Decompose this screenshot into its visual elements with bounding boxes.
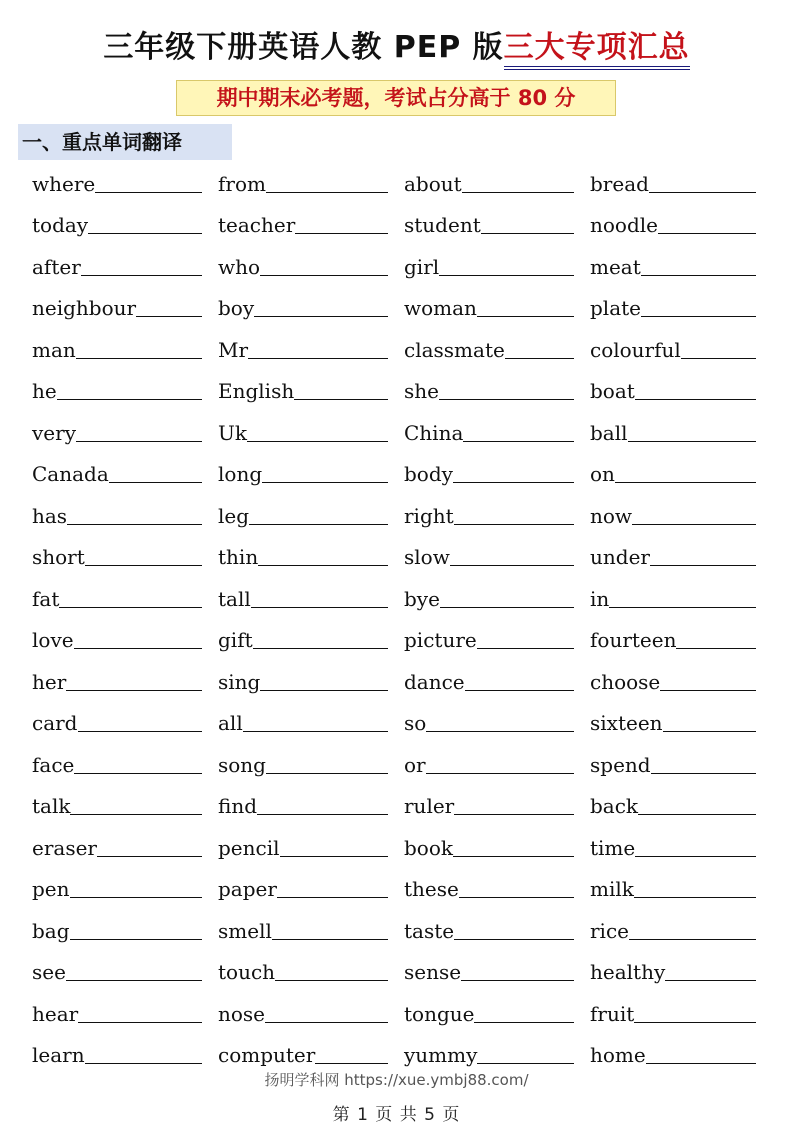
word-item [32, 826, 218, 868]
word-text: touch [218, 960, 276, 984]
word-item [404, 702, 590, 744]
answer-blank[interactable] [251, 607, 388, 608]
word-text: man [32, 337, 76, 362]
word-grid [32, 162, 772, 1075]
answer-blank[interactable] [136, 316, 202, 317]
word-item [404, 370, 590, 412]
word-item [590, 411, 772, 453]
word-text: sing [218, 669, 261, 694]
answer-blank[interactable] [629, 939, 756, 940]
word-item [590, 536, 772, 578]
answer-blank[interactable] [66, 980, 202, 981]
answer-blank[interactable] [88, 233, 202, 234]
word-text: learn [32, 1043, 85, 1067]
section-heading: 一、重点单词翻译 [18, 124, 232, 160]
word-item [218, 411, 404, 453]
word-text: who [218, 254, 261, 279]
word-text: sixteen [590, 711, 663, 735]
word-item [404, 826, 590, 868]
word-text: where [32, 171, 96, 196]
word-text: see [32, 960, 66, 984]
word-text: her [32, 669, 67, 694]
word-text: love [32, 628, 74, 652]
word-text: in [590, 586, 610, 611]
answer-blank[interactable] [76, 441, 202, 442]
word-text: eraser [32, 835, 97, 860]
word-text: meat [590, 254, 641, 279]
word-text: bag [32, 918, 70, 943]
answer-blank[interactable] [260, 690, 388, 691]
answer-blank[interactable] [650, 565, 756, 566]
word-text: tall [218, 586, 251, 611]
word-item [590, 743, 772, 785]
answer-blank[interactable] [638, 814, 756, 815]
word-item [590, 868, 772, 910]
answer-blank[interactable] [74, 648, 202, 649]
answer-blank[interactable] [253, 648, 388, 649]
word-item [32, 743, 218, 785]
answer-blank[interactable] [477, 648, 574, 649]
word-text: smell [218, 918, 272, 943]
answer-blank[interactable] [651, 773, 756, 774]
word-item [32, 494, 218, 536]
word-item [218, 204, 404, 246]
answer-blank[interactable] [454, 524, 574, 525]
answer-blank[interactable] [243, 731, 388, 732]
word-text: fat [32, 586, 60, 611]
word-item [404, 411, 590, 453]
answer-blank[interactable] [266, 773, 388, 774]
word-item [590, 826, 772, 868]
word-item [404, 909, 590, 951]
word-item [404, 162, 590, 204]
word-text: yummy [404, 1043, 478, 1067]
word-item [404, 494, 590, 536]
word-item [590, 992, 772, 1034]
word-text: time [590, 835, 636, 860]
subtitle-banner: 期中期末必考题，考试占分高于 80 分 [176, 80, 616, 116]
answer-blank[interactable] [663, 731, 756, 732]
word-item [32, 370, 218, 412]
word-item [590, 328, 772, 370]
answer-blank[interactable] [660, 690, 756, 691]
answer-blank[interactable] [426, 773, 574, 774]
word-item [218, 826, 404, 868]
answer-blank[interactable] [81, 275, 202, 276]
answer-blank[interactable] [59, 607, 202, 608]
answer-blank[interactable] [439, 275, 574, 276]
word-text: body [404, 462, 453, 486]
answer-blank[interactable] [632, 524, 756, 525]
answer-blank[interactable] [265, 1022, 388, 1023]
word-item [590, 577, 772, 619]
word-item [590, 702, 772, 744]
word-item [404, 204, 590, 246]
word-item [404, 951, 590, 993]
word-item [218, 494, 404, 536]
answer-blank[interactable] [450, 565, 574, 566]
word-item [218, 785, 404, 827]
word-text: right [404, 503, 454, 528]
word-text: gift [218, 628, 253, 652]
answer-blank[interactable] [634, 1022, 756, 1023]
word-item [590, 785, 772, 827]
word-text: so [404, 711, 427, 735]
answer-blank[interactable] [257, 814, 388, 815]
word-text: leg [218, 503, 250, 528]
answer-blank[interactable] [295, 233, 388, 234]
word-item [218, 743, 404, 785]
word-text: has [32, 503, 68, 528]
answer-blank[interactable] [635, 856, 756, 857]
word-item [404, 536, 590, 578]
answer-blank[interactable] [635, 399, 756, 400]
answer-blank[interactable] [649, 192, 756, 193]
answer-blank[interactable] [248, 358, 388, 359]
word-item [404, 328, 590, 370]
answer-blank[interactable] [277, 897, 388, 898]
word-item [590, 619, 772, 661]
word-item [32, 162, 218, 204]
answer-blank[interactable] [70, 814, 202, 815]
word-text: tongue [404, 1001, 475, 1026]
word-item [404, 660, 590, 702]
word-text: on [590, 462, 615, 486]
word-text: noodle [590, 213, 658, 237]
word-item [32, 536, 218, 578]
word-text: hear [32, 1001, 79, 1026]
word-item [32, 785, 218, 827]
answer-blank[interactable] [681, 358, 756, 359]
answer-blank[interactable] [505, 358, 574, 359]
answer-blank[interactable] [481, 233, 574, 234]
answer-blank[interactable] [628, 441, 756, 442]
word-text: book [404, 835, 454, 860]
answer-blank[interactable] [440, 607, 574, 608]
word-text: pen [32, 877, 70, 901]
word-item [404, 287, 590, 329]
answer-blank[interactable] [85, 565, 202, 566]
answer-blank[interactable] [609, 607, 756, 608]
word-item [590, 951, 772, 993]
word-item [32, 245, 218, 287]
word-item [590, 453, 772, 495]
word-item [32, 287, 218, 329]
word-item [32, 951, 218, 993]
word-text: now [590, 503, 633, 528]
word-text: boat [590, 379, 635, 403]
word-text: face [32, 752, 75, 777]
word-item [218, 453, 404, 495]
answer-blank[interactable] [258, 565, 388, 566]
answer-blank[interactable] [266, 192, 388, 193]
word-item [32, 660, 218, 702]
title-main: 三年级下册英语人教 PEP 版 [103, 30, 504, 65]
word-text: bread [590, 171, 649, 196]
answer-blank[interactable] [78, 731, 203, 732]
word-text: or [404, 752, 426, 777]
word-item [218, 702, 404, 744]
word-text: milk [590, 877, 634, 901]
word-item [590, 660, 772, 702]
word-text: about [404, 171, 462, 196]
answer-blank[interactable] [57, 399, 202, 400]
word-item [218, 951, 404, 993]
answer-blank[interactable] [477, 316, 574, 317]
answer-blank[interactable] [70, 897, 202, 898]
answer-blank[interactable] [67, 524, 202, 525]
answer-blank[interactable] [615, 482, 756, 483]
word-text: Mr [218, 337, 249, 362]
word-item [590, 370, 772, 412]
word-item [590, 245, 772, 287]
word-item [32, 453, 218, 495]
word-text: nose [218, 1001, 266, 1026]
answer-blank[interactable] [634, 897, 756, 898]
word-item [32, 204, 218, 246]
word-item [590, 162, 772, 204]
answer-blank[interactable] [658, 233, 756, 234]
word-text: student [404, 213, 481, 237]
word-text: boy [218, 296, 255, 320]
answer-blank[interactable] [275, 980, 388, 981]
word-text: fruit [590, 1001, 635, 1026]
word-item [404, 619, 590, 661]
word-text: all [218, 711, 243, 735]
word-text: find [218, 794, 258, 818]
answer-blank[interactable] [260, 275, 388, 276]
page-number: 第 1 页 共 5 页 [332, 1105, 461, 1125]
page-title [0, 26, 793, 70]
word-text: slow [404, 545, 450, 569]
word-text: from [218, 171, 266, 196]
word-text: classmate [404, 337, 505, 362]
word-text: he [32, 379, 57, 403]
answer-blank[interactable] [462, 192, 574, 193]
answer-blank[interactable] [641, 316, 756, 317]
word-item [404, 245, 590, 287]
word-text: ball [590, 420, 628, 445]
answer-blank[interactable] [70, 939, 202, 940]
answer-blank[interactable] [97, 856, 202, 857]
word-item [218, 245, 404, 287]
answer-blank[interactable] [641, 275, 756, 276]
word-item [404, 868, 590, 910]
answer-blank[interactable] [76, 358, 202, 359]
word-item [218, 287, 404, 329]
word-item [32, 328, 218, 370]
answer-blank[interactable] [454, 939, 574, 940]
word-text: talk [32, 794, 71, 818]
word-text: back [590, 794, 639, 818]
word-text: plate [590, 296, 641, 320]
answer-blank[interactable] [463, 441, 574, 442]
word-text: picture [404, 628, 477, 652]
word-text: healthy [590, 960, 666, 984]
word-text: she [404, 379, 439, 403]
answer-blank[interactable] [453, 856, 574, 857]
word-text: paper [218, 877, 277, 901]
word-text: rice [590, 918, 629, 943]
word-text: under [590, 545, 650, 569]
word-item [32, 868, 218, 910]
answer-blank[interactable] [294, 399, 388, 400]
word-item [32, 577, 218, 619]
answer-blank[interactable] [477, 1063, 574, 1064]
word-text: girl [404, 254, 440, 279]
answer-blank[interactable] [453, 482, 574, 483]
word-text: China [404, 420, 464, 445]
word-text: today [32, 213, 89, 237]
word-text: dance [404, 669, 465, 694]
word-item [590, 287, 772, 329]
answer-blank[interactable] [439, 399, 574, 400]
answer-blank[interactable] [272, 939, 388, 940]
answer-blank[interactable] [646, 1063, 756, 1064]
word-text: neighbour [32, 296, 137, 320]
word-text: card [32, 711, 78, 735]
word-text: woman [404, 296, 477, 320]
answer-blank[interactable] [78, 1022, 202, 1023]
word-text: taste [404, 918, 455, 943]
answer-blank[interactable] [665, 980, 756, 981]
answer-blank[interactable] [85, 1063, 202, 1064]
word-text: English [218, 379, 295, 403]
answer-blank[interactable] [461, 980, 574, 981]
word-text: sense [404, 960, 462, 984]
title-highlight: 三大专项汇总 [504, 30, 690, 70]
word-text: home [590, 1043, 646, 1067]
word-item [218, 536, 404, 578]
word-item [404, 992, 590, 1034]
word-item [404, 785, 590, 827]
word-item [218, 909, 404, 951]
word-item [590, 494, 772, 536]
answer-blank[interactable] [66, 690, 202, 691]
word-item [404, 743, 590, 785]
word-text: Uk [218, 420, 247, 445]
answer-blank[interactable] [249, 524, 388, 525]
word-item [404, 453, 590, 495]
answer-blank[interactable] [74, 773, 202, 774]
word-text: very [32, 420, 76, 445]
answer-blank[interactable] [426, 731, 574, 732]
footer-site: 扬明学科网 https://xue.ymbj88.com/ [264, 1071, 529, 1089]
word-item [404, 577, 590, 619]
word-text: after [32, 254, 81, 279]
answer-blank[interactable] [454, 814, 574, 815]
answer-blank[interactable] [459, 897, 574, 898]
answer-blank[interactable] [474, 1022, 574, 1023]
word-text: song [218, 752, 266, 777]
word-item [218, 577, 404, 619]
word-item [218, 370, 404, 412]
answer-blank[interactable] [465, 690, 574, 691]
word-text: short [32, 545, 85, 569]
word-text: fourteen [590, 628, 677, 652]
word-item [218, 992, 404, 1034]
word-text: colourful [590, 337, 681, 362]
word-item [32, 992, 218, 1034]
word-item [218, 162, 404, 204]
word-text: computer [218, 1043, 316, 1067]
answer-blank[interactable] [315, 1063, 388, 1064]
word-item [218, 328, 404, 370]
answer-blank[interactable] [262, 482, 388, 483]
word-item [32, 619, 218, 661]
word-item [218, 868, 404, 910]
word-text: these [404, 877, 459, 901]
word-text: pencil [218, 835, 280, 860]
answer-blank[interactable] [247, 441, 388, 442]
answer-blank[interactable] [280, 856, 388, 857]
word-item [32, 909, 218, 951]
word-text: choose [590, 669, 661, 694]
word-item [590, 204, 772, 246]
word-text: Canada [32, 462, 109, 486]
word-text: bye [404, 586, 440, 611]
word-item [32, 411, 218, 453]
answer-blank[interactable] [676, 648, 756, 649]
answer-blank[interactable] [95, 192, 202, 193]
word-item [218, 619, 404, 661]
word-text: spend [590, 752, 651, 777]
word-text: teacher [218, 213, 296, 237]
answer-blank[interactable] [254, 316, 388, 317]
word-text: long [218, 462, 263, 486]
word-text: thin [218, 545, 259, 569]
word-text: ruler [404, 794, 455, 818]
word-item [32, 702, 218, 744]
word-item [218, 660, 404, 702]
answer-blank[interactable] [109, 482, 202, 483]
word-item [590, 909, 772, 951]
